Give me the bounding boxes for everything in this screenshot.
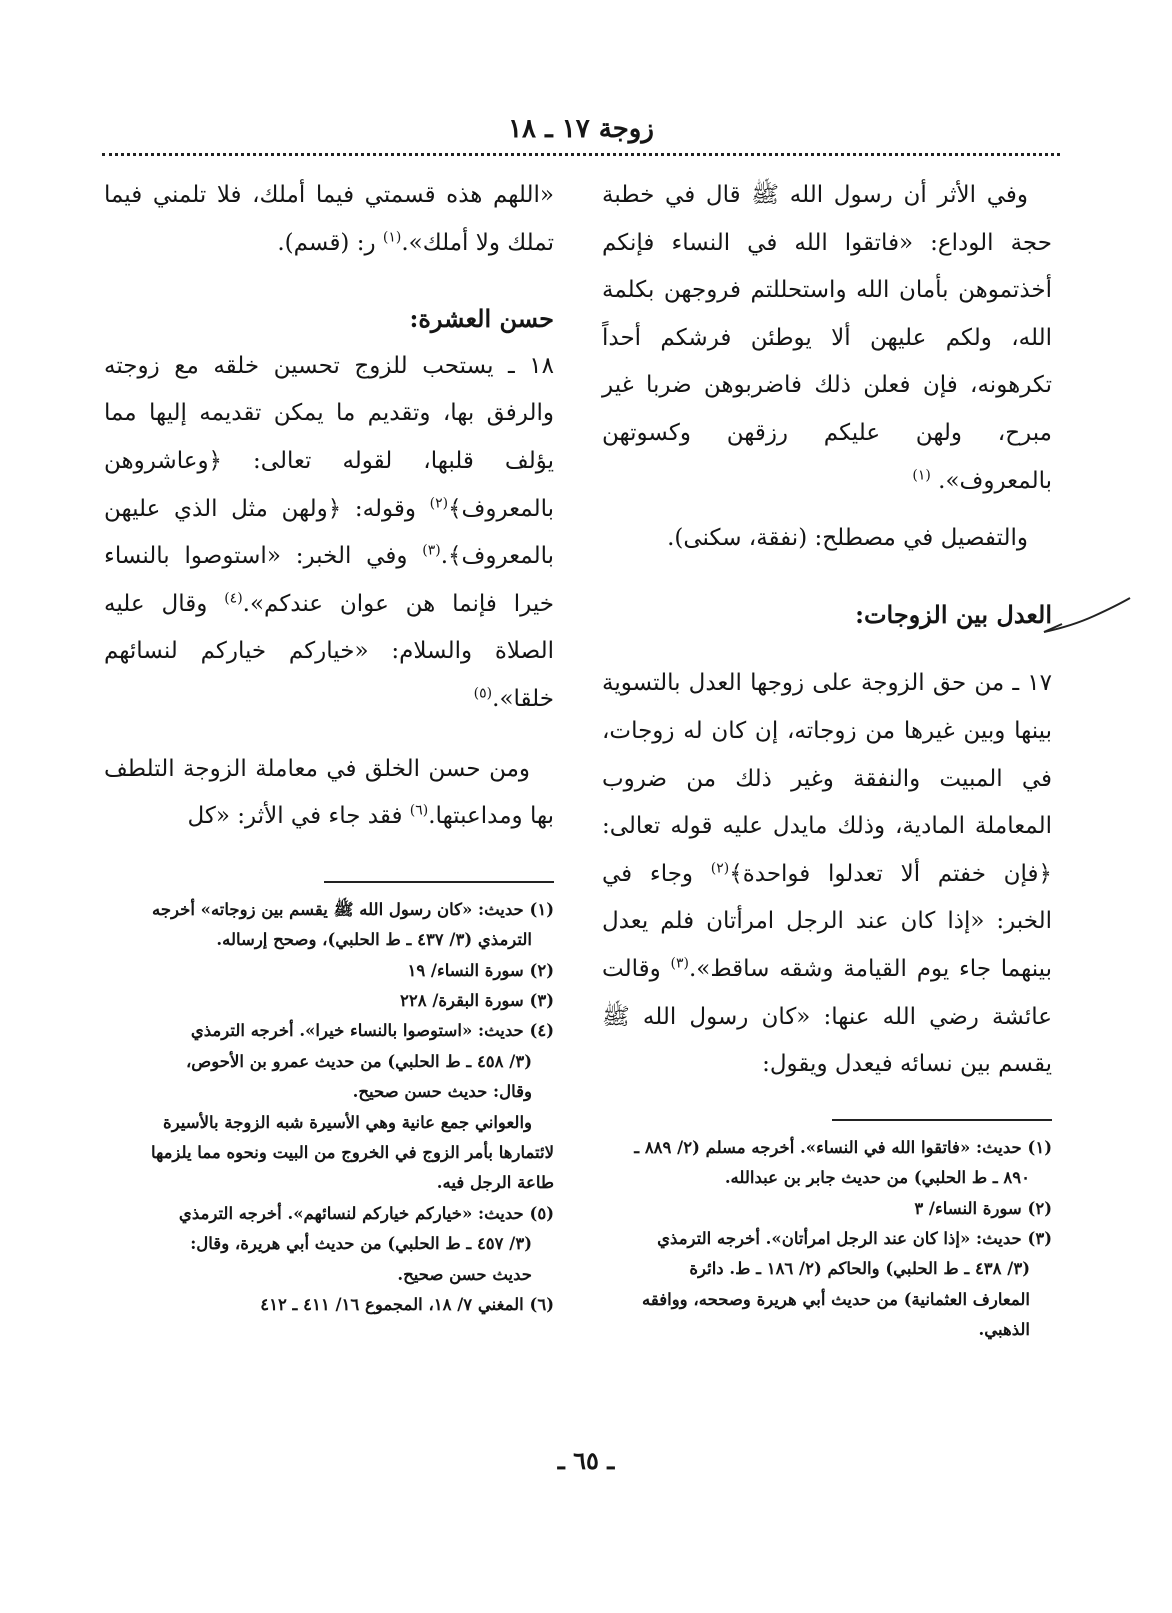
- footnote-5-cont: (٣/ ٤٥٧ ـ ط الحلبي) من حديث أبي هريرة، وقال:: [190, 1234, 532, 1254]
- footnote-3: (٣) حديث: «إذا كان عند الرجل امرأتان». أخرجه الترمذي: [657, 1228, 1052, 1248]
- section-heading-justice: العدل بين الزوجات:: [855, 599, 1052, 629]
- footnote-5: (٥) حديث: «خياركم خياركم لنسائهم». أخرجه الترمذي: [178, 1203, 554, 1223]
- footnote-3-cont: المعارف العثمانية) من حديث أبي هريرة وصححه، ووافقه: [642, 1289, 1030, 1309]
- footnotes-left: [104, 895, 554, 1321]
- footnote-ref: (١): [912, 466, 931, 483]
- footnote-ref: (١): [382, 228, 402, 245]
- footnote-rule: [832, 1119, 1052, 1121]
- margin-pen-mark: [1042, 596, 1132, 640]
- paragraph-quote-continued: «اللهم هذه قسمتي فيما أملك، فلا تلمني فيما تملك ولا أملك».$^{(١)}$ ر: (قسم).: [104, 182, 554, 256]
- footnote-ref: (٦): [409, 802, 429, 819]
- footnote-2: (٢) سورة النساء/ ٣: [914, 1198, 1052, 1218]
- running-header: زوجة ١٧ ـ ١٨: [508, 114, 654, 144]
- footnote-4-cont: (٣/ ٤٥٨ ـ ط الحلبي) من حديث عمرو بن الأحوص،: [185, 1051, 532, 1071]
- footnote-1-cont: ٨٩٠ ـ ط الحلبي) من حديث جابر بن عبدالله.: [724, 1168, 1030, 1188]
- paragraph-farewell-sermon: وفي الأثر أن رسول الله ﷺ قال في خطبة حجة الوداع: «فاتقوا الله في النساء فإنكم أخذتموهن بأمان الله واستحللتم فروجهن بكلمة الله، ولكم عليهن ألا يوطئن فرشكم أحداً تكرهونه، فإن فعلن ذلك فاضربوهن ضربا غير مبرح، ولهن عليكم رزقهن وكسوتهن بالمعروف». $^{(١)}$: [602, 182, 1052, 494]
- footnote-rule: [324, 881, 554, 883]
- header-dotted-rule: [102, 153, 1060, 156]
- footnote-3: (٣) سورة البقرة/ ٢٢٨: [400, 990, 554, 1010]
- footnote-ref: (٢): [710, 860, 730, 877]
- footnote-ref: (٥): [473, 685, 493, 702]
- footnote-4-cont: وقال: حديث حسن صحيح.: [352, 1082, 532, 1102]
- footnote-3-cont: الذهبي.: [978, 1320, 1030, 1340]
- section-heading-good-companionship: حسن العشرة:: [409, 304, 554, 334]
- footnote-4-note: لائتمارها بأمر الزوج في الخروج من البيت ونحوه مما يلزمها: [150, 1142, 554, 1162]
- footnote-ref: (٣): [670, 955, 689, 972]
- footnote-1: (١) حديث: «كان رسول الله ﷺ يقسم بين زوجاته» أخرجه: [151, 899, 554, 919]
- footnote-4-note: والعواني جمع عانية وهي الأسيرة شبه الزوجة بالأسيرة: [163, 1112, 532, 1132]
- footnote-ref: (٤): [224, 590, 243, 607]
- footnotes-right: [602, 1133, 1052, 1346]
- footnote-3-cont: (٣/ ٤٣٨ ـ ط الحلبي) والحاكم (٢/ ١٨٦ ـ ط. دائرة: [689, 1259, 1030, 1279]
- paragraph-kindness: ومن حسن الخلق في معاملة الزوجة التلطف بها ومداعبتها.$^{(٦)}$ فقد جاء في الأثر: «كل: [104, 755, 554, 830]
- footnote-4: (٤) حديث: «استوصوا بالنساء خيرا». أخرجه الترمذي: [190, 1021, 554, 1041]
- left-column: [104, 172, 554, 1320]
- footnote-5-cont: حديث حسن صحيح.: [397, 1264, 532, 1284]
- footnote-ref: (٣): [422, 542, 441, 559]
- page-number: ـ ٦٥ ـ: [557, 1446, 615, 1475]
- footnote-6: (٦) المغني ٧/ ١٨، المجموع ١٦/ ٤١١ ـ ٤١٢: [260, 1295, 554, 1314]
- footnote-1: (١) حديث: «فاتقوا الله في النساء». أخرجه مسلم (٢/ ٨٨٩ ـ: [634, 1137, 1052, 1157]
- right-column: [602, 172, 1052, 1346]
- paragraph-18: ١٨ ـ يستحب للزوج تحسين خلقه مع زوجته والرفق بها، وتقديم ما يمكن تقديمه إليها مما يؤلف قلبها، لقوله تعالى: ﴿وعاشروهن بالمعروف﴾$^{(٢)}$ وقوله: ﴿ولهن مثل الذي عليهن بالمعروف﴾.$^{(٣)}$ وفي الخبر: «استوصوا بالنساء خيرا فإنما هن عوان عندكم».$^{(٤)}$ وقال عليه الصلاة والسلام: «خياركم خياركم لنسائهم خلقا».$^{(٥)}$: [104, 352, 554, 712]
- paragraph-see-also: والتفصيل في مصطلح: (نفقة، سكنى).: [667, 525, 1028, 552]
- footnote-ref: (٢): [429, 494, 449, 511]
- paragraph-17: ١٧ ـ من حق الزوجة على زوجها العدل بالتسوية بينها وبين غيرها من زوجاته، إن كان له زوجات، في المبيت والنفقة وغير ذلك من ضروب المعاملة المادية، وذلك مايدل عليه قوله تعالى: ﴿فإن خفتم ألا تعدلوا فواحدة﴾$^{(٢)}$ وجاء في الخبر: «إذا كان عند الرجل امرأتان فلم يعدل بينهما جاء يوم القيامة وشقه ساقط».$^{(٣)}$ وقالت عائشة رضي الله عنها: «كان رسول الله ﷺ يقسم بين نسائه فيعدل ويقول:: [602, 670, 1052, 1078]
- footnote-1-cont: الترمذي (٣/ ٤٣٧ ـ ط الحلبي)، وصحح إرساله.: [216, 930, 532, 950]
- footnote-2: (٢) سورة النساء/ ١٩: [407, 960, 554, 980]
- footnote-4-note: طاعة الرجل فيه.: [436, 1173, 554, 1193]
